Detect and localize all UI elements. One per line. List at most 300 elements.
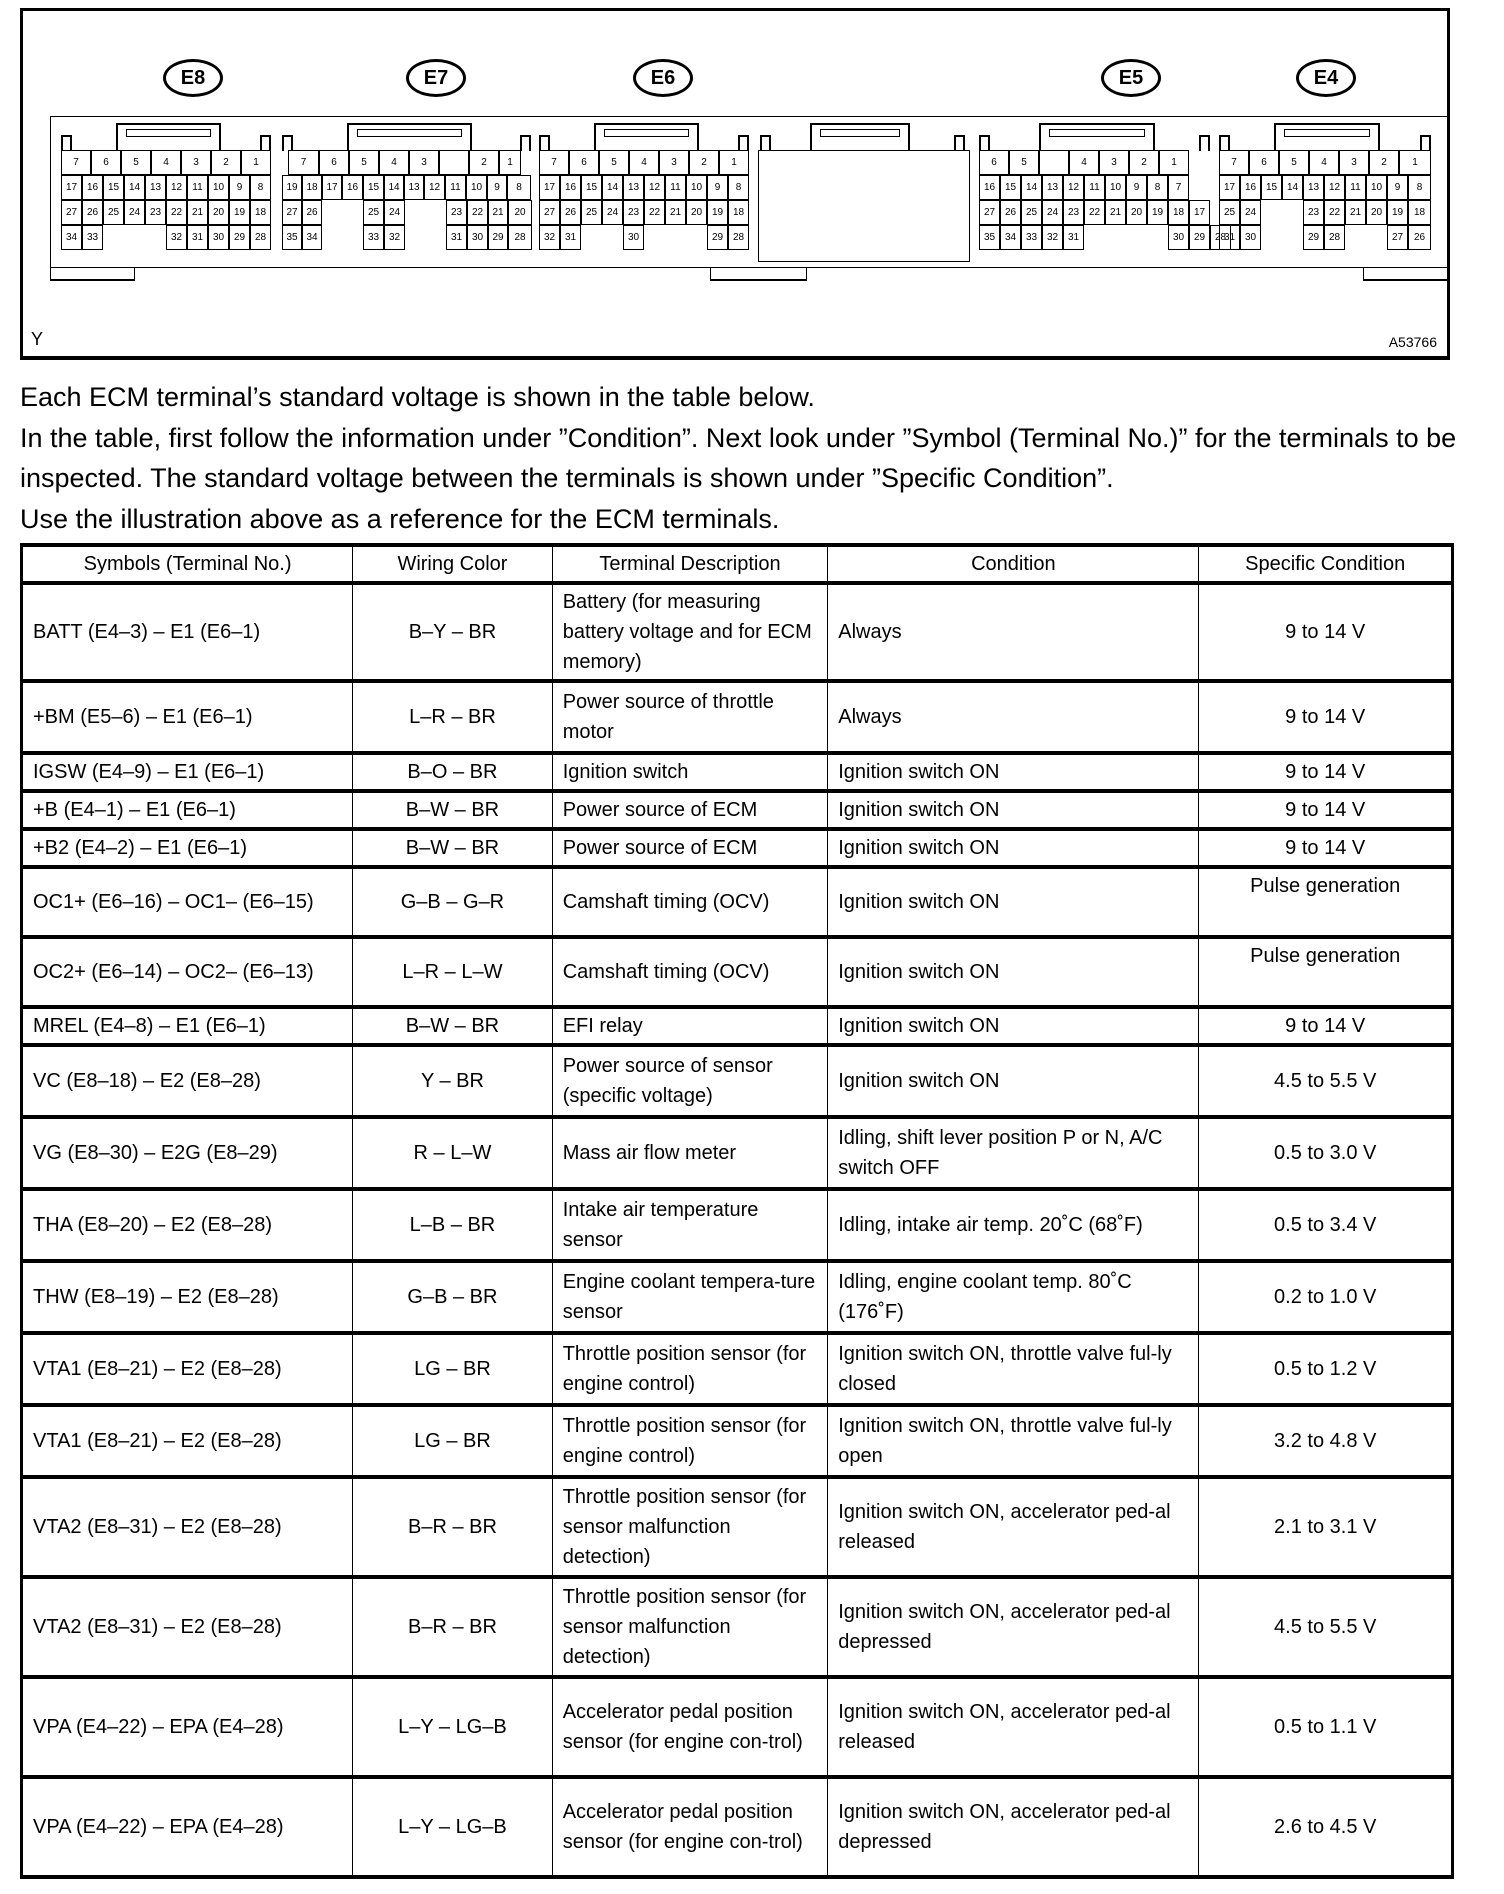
connector-post — [520, 135, 531, 151]
cell-terminal-description: Power source of throttle motor — [552, 681, 828, 753]
terminal-pin: 10 — [208, 175, 229, 200]
terminal-pin: 17 — [61, 175, 82, 200]
terminal-pin: 19 — [282, 175, 302, 200]
cell-terminal-description: Engine coolant tempera-ture sensor — [552, 1261, 828, 1333]
table-row — [22, 1577, 1453, 1677]
terminal-pin: 24 — [124, 200, 145, 225]
terminal-pin: 12 — [166, 175, 187, 200]
cell-symbols: +BM (E5–6) – E1 (E6–1) — [22, 681, 353, 753]
terminal-pin: 5 — [599, 150, 629, 175]
terminal-pin: 15 — [103, 175, 124, 200]
terminal-row — [1219, 200, 1431, 225]
terminal-pin: 30 — [467, 225, 488, 250]
connector-post — [260, 135, 271, 151]
terminal-blank — [439, 150, 469, 175]
terminal-pin: 25 — [1219, 200, 1240, 225]
terminal-pin: 11 — [665, 175, 686, 200]
terminal-row — [282, 200, 532, 225]
cell-terminal-description: Throttle position sensor (for sensor malfunction detection) — [552, 1577, 828, 1677]
cell-specific-condition: 9 to 14 V — [1199, 829, 1453, 867]
connector-post — [760, 135, 771, 151]
terminal-pin: 4 — [629, 150, 659, 175]
cell-terminal-description: Power source of sensor (specific voltage) — [552, 1045, 828, 1117]
cell-symbols: VTA1 (E8–21) – E2 (E8–28) — [22, 1333, 353, 1405]
terminal-pin: 27 — [1387, 225, 1408, 250]
cell-symbols: +B (E4–1) – E1 (E6–1) — [22, 791, 353, 829]
cell-specific-condition: 9 to 14 V — [1199, 681, 1453, 753]
terminal-row — [979, 225, 1231, 250]
cell-specific-condition: 9 to 14 V — [1199, 1007, 1453, 1045]
terminal-pin: 9 — [487, 175, 507, 200]
terminal-blank — [103, 225, 166, 250]
terminal-pin: 7 — [61, 150, 91, 175]
table-row — [22, 829, 1453, 867]
cell-wiring-color: B–O – BR — [353, 753, 553, 791]
cell-wiring-color: G–B – G–R — [353, 867, 553, 937]
terminal-pin: 20 — [208, 200, 229, 225]
terminal-pin: 20 — [508, 200, 532, 225]
table-row — [22, 1007, 1453, 1045]
terminal-pin: 17 — [539, 175, 560, 200]
terminal-pin: 11 — [445, 175, 466, 200]
terminal-pin: 7 — [288, 150, 319, 175]
terminal-pin: 34 — [1000, 225, 1021, 250]
blank-connector-body — [758, 150, 970, 262]
cell-condition: Ignition switch ON, accelerator ped-al released — [828, 1677, 1199, 1777]
terminal-pin: 35 — [979, 225, 1000, 250]
cell-specific-condition: 3.2 to 4.8 V — [1199, 1405, 1453, 1477]
cell-terminal-description: Ignition switch — [552, 753, 828, 791]
table-body — [22, 583, 1453, 1877]
cell-wiring-color: B–R – BR — [353, 1477, 553, 1577]
terminal-row — [61, 225, 271, 250]
cell-condition: Always — [828, 681, 1199, 753]
cell-symbols: VTA2 (E8–31) – E2 (E8–28) — [22, 1577, 353, 1677]
terminal-pin: 10 — [1366, 175, 1387, 200]
table-row — [22, 791, 1453, 829]
cell-condition: Ignition switch ON, accelerator ped-al depressed — [828, 1777, 1199, 1877]
terminal-pin: 16 — [1240, 175, 1261, 200]
terminal-blank — [1189, 175, 1210, 200]
terminal-pin: 3 — [181, 150, 211, 175]
terminal-pin: 22 — [467, 200, 488, 225]
terminal-pin: 26 — [302, 200, 322, 225]
terminal-pin: 6 — [91, 150, 121, 175]
terminal-pin: 25 — [363, 200, 384, 225]
terminal-pin: 3 — [1339, 150, 1369, 175]
cell-wiring-color: B–W – BR — [353, 791, 553, 829]
table-row — [22, 937, 1453, 1007]
table-row — [22, 1333, 1453, 1405]
terminal-pin: 13 — [404, 175, 424, 200]
terminal-pin: 10 — [1105, 175, 1126, 200]
connector-post — [979, 135, 990, 151]
terminal-grid — [1219, 150, 1431, 250]
terminal-pin: 8 — [250, 175, 271, 200]
cell-condition: Always — [828, 583, 1199, 681]
mounting-tab-center — [710, 267, 807, 281]
cell-wiring-color: G–B – BR — [353, 1261, 553, 1333]
terminal-row — [539, 150, 749, 175]
terminal-pin: 8 — [507, 175, 531, 200]
terminal-pin: 7 — [1219, 150, 1249, 175]
cell-condition: Ignition switch ON, throttle valve ful-ly closed — [828, 1333, 1199, 1405]
terminal-pin: 8 — [728, 175, 749, 200]
connector-post — [282, 135, 293, 151]
terminal-pin: 13 — [623, 175, 644, 200]
cell-specific-condition: 9 to 14 V — [1199, 583, 1453, 681]
terminal-pin: 5 — [1009, 150, 1039, 175]
terminal-pin: 2 — [469, 150, 499, 175]
terminal-pin: 32 — [384, 225, 405, 250]
terminal-pin: 21 — [1105, 200, 1126, 225]
connector-label-e6: E6 — [633, 59, 693, 97]
terminal-pin: 34 — [302, 225, 322, 250]
table-row — [22, 1477, 1453, 1577]
terminal-pin: 10 — [466, 175, 487, 200]
cell-specific-condition: Pulse generation — [1199, 937, 1453, 1007]
cell-symbols: VG (E8–30) – E2G (E8–29) — [22, 1117, 353, 1189]
terminal-pin: 18 — [1168, 200, 1189, 225]
terminal-row — [282, 175, 532, 200]
terminal-pin: 26 — [560, 200, 581, 225]
cell-wiring-color: B–R – BR — [353, 1577, 553, 1677]
terminal-pin: 31 — [1063, 225, 1084, 250]
terminal-pin: 26 — [1408, 225, 1431, 250]
table-row — [22, 1405, 1453, 1477]
terminal-pin: 24 — [602, 200, 623, 225]
terminal-pin: 16 — [979, 175, 1000, 200]
terminal-row — [979, 200, 1231, 225]
cell-specific-condition: Pulse generation — [1199, 867, 1453, 937]
terminal-pin: 2 — [1129, 150, 1159, 175]
cell-condition: Ignition switch ON — [828, 791, 1199, 829]
cell-wiring-color: L–R – BR — [353, 681, 553, 753]
cell-specific-condition: 0.5 to 3.0 V — [1199, 1117, 1453, 1189]
terminal-pin: 17 — [1189, 200, 1210, 225]
connector-label-e4: E4 — [1296, 59, 1356, 97]
terminal-pin: 5 — [121, 150, 151, 175]
terminal-pin: 4 — [1069, 150, 1099, 175]
terminal-pin: 33 — [1021, 225, 1042, 250]
terminal-pin: 32 — [166, 225, 187, 250]
terminal-pin: 5 — [1279, 150, 1309, 175]
terminal-pin: 27 — [979, 200, 1000, 225]
terminal-blank — [1261, 225, 1303, 250]
terminal-pin: 21 — [1345, 200, 1366, 225]
terminal-pin: 27 — [282, 200, 302, 225]
terminal-pin: 18 — [250, 200, 271, 225]
terminal-pin: 1 — [719, 150, 749, 175]
cell-symbols: VTA2 (E8–31) – E2 (E8–28) — [22, 1477, 353, 1577]
figure-corner-label: Y — [31, 329, 44, 349]
terminal-pin: 23 — [446, 200, 467, 225]
terminal-pin: 14 — [124, 175, 145, 200]
terminal-pin: 16 — [342, 175, 363, 200]
terminal-row — [61, 200, 271, 225]
cell-terminal-description: Mass air flow meter — [552, 1117, 828, 1189]
cell-symbols: +B2 (E4–2) – E1 (E6–1) — [22, 829, 353, 867]
mounting-tab-right — [1363, 267, 1448, 281]
terminal-pin: 2 — [689, 150, 719, 175]
cell-symbols: VTA1 (E8–21) – E2 (E8–28) — [22, 1405, 353, 1477]
terminal-pin: 23 — [623, 200, 644, 225]
cell-terminal-description: Throttle position sensor (for engine control) — [552, 1333, 828, 1405]
terminal-pin: 28 — [1210, 225, 1231, 250]
cell-specific-condition: 0.2 to 1.0 V — [1199, 1261, 1453, 1333]
terminal-pin: 16 — [82, 175, 103, 200]
cell-condition: Idling, intake air temp. 20˚C (68˚F) — [828, 1189, 1199, 1261]
terminal-pin: 19 — [1147, 200, 1168, 225]
terminal-pin: 11 — [187, 175, 208, 200]
terminal-pin: 31 — [446, 225, 467, 250]
terminal-pin: 14 — [602, 175, 623, 200]
terminal-pin: 24 — [1240, 200, 1261, 225]
terminal-pin: 21 — [665, 200, 686, 225]
cell-condition: Idling, engine coolant temp. 80˚C (176˚F) — [828, 1261, 1199, 1333]
terminal-blank — [322, 200, 363, 225]
terminal-grid — [282, 150, 532, 250]
terminal-row — [979, 175, 1231, 200]
connector-lock-tab — [116, 123, 221, 150]
cell-specific-condition: 0.5 to 1.2 V — [1199, 1333, 1453, 1405]
terminal-row — [539, 225, 749, 250]
terminal-blank — [405, 200, 446, 225]
terminal-pin: 22 — [166, 200, 187, 225]
terminal-pin: 20 — [1366, 200, 1387, 225]
terminal-pin: 28 — [1324, 225, 1345, 250]
cell-condition: Idling, shift lever position P or N, A/C switch OFF — [828, 1117, 1199, 1189]
terminal-pin: 32 — [1042, 225, 1063, 250]
cell-wiring-color: L–Y – LG–B — [353, 1677, 553, 1777]
table-row — [22, 867, 1453, 937]
terminal-pin: 7 — [539, 150, 569, 175]
terminal-blank — [581, 225, 623, 250]
terminal-pin: 28 — [508, 225, 532, 250]
connector-lock-tab — [347, 123, 472, 150]
mounting-tab-left — [50, 267, 135, 281]
terminal-pin: 28 — [728, 225, 749, 250]
terminal-pin: 29 — [1303, 225, 1324, 250]
connector-post — [1219, 135, 1230, 151]
terminal-pin: 21 — [187, 200, 208, 225]
terminal-pin: 3 — [1099, 150, 1129, 175]
terminal-grid — [61, 150, 271, 250]
terminal-pin: 14 — [1282, 175, 1303, 200]
terminal-pin: 19 — [707, 200, 728, 225]
terminal-row — [282, 225, 532, 250]
terminal-blank — [405, 225, 446, 250]
cell-symbols: BATT (E4–3) – E1 (E6–1) — [22, 583, 353, 681]
intro-line-3: Use the illustration above as a reference for the ECM terminals. — [20, 503, 780, 534]
terminal-pin: 29 — [707, 225, 728, 250]
connector-lock-tab — [810, 123, 910, 150]
cell-specific-condition: 4.5 to 5.5 V — [1199, 1045, 1453, 1117]
table-row — [22, 583, 1453, 681]
cell-wiring-color: Y – BR — [353, 1045, 553, 1117]
terminal-pin: 8 — [1408, 175, 1431, 200]
terminal-blank — [644, 225, 707, 250]
terminal-row — [539, 175, 749, 200]
terminal-pin: 22 — [1084, 200, 1105, 225]
header-specific-condition: Specific Condition — [1199, 545, 1453, 583]
table-row — [22, 1045, 1453, 1117]
cell-condition: Ignition switch ON, accelerator ped-al depressed — [828, 1577, 1199, 1677]
cell-specific-condition: 0.5 to 1.1 V — [1199, 1677, 1453, 1777]
terminal-pin: 25 — [103, 200, 124, 225]
terminal-pin: 3 — [659, 150, 689, 175]
terminal-pin: 22 — [644, 200, 665, 225]
terminal-pin: 15 — [363, 175, 384, 200]
cell-symbols: VPA (E4–22) – EPA (E4–28) — [22, 1677, 353, 1777]
terminal-pin: 30 — [1240, 225, 1261, 250]
connector-post — [539, 135, 550, 151]
cell-symbols: VPA (E4–22) – EPA (E4–28) — [22, 1777, 353, 1877]
connector-label-e7: E7 — [406, 59, 466, 97]
terminal-pin: 9 — [229, 175, 250, 200]
terminal-pin: 4 — [1309, 150, 1339, 175]
terminal-pin: 15 — [1000, 175, 1021, 200]
terminal-pin: 18 — [302, 175, 322, 200]
terminal-pin: 34 — [61, 225, 82, 250]
cell-wiring-color: LG – BR — [353, 1405, 553, 1477]
terminal-pin: 1 — [499, 150, 521, 175]
terminal-blank — [1261, 200, 1303, 225]
cell-condition: Ignition switch ON — [828, 867, 1199, 937]
intro-line-1: Each ECM terminal’s standard voltage is shown in the table below. — [20, 382, 815, 412]
terminal-pin: 29 — [1189, 225, 1210, 250]
terminal-pin: 30 — [208, 225, 229, 250]
ecm-terminal-voltage-table — [20, 543, 1454, 1879]
cell-symbols: THW (E8–19) – E2 (E8–28) — [22, 1261, 353, 1333]
terminal-pin: 29 — [229, 225, 250, 250]
terminal-pin: 2 — [211, 150, 241, 175]
terminal-row — [1219, 225, 1431, 250]
intro-text — [20, 377, 1490, 539]
header-wiring-color: Wiring Color — [353, 545, 553, 583]
terminal-pin: 17 — [1219, 175, 1240, 200]
terminal-pin: 11 — [1084, 175, 1105, 200]
terminal-pin: 4 — [151, 150, 181, 175]
terminal-row — [539, 200, 749, 225]
terminal-pin: 2 — [1369, 150, 1399, 175]
terminal-pin: 20 — [686, 200, 707, 225]
terminal-blank — [322, 225, 363, 250]
terminal-pin: 12 — [644, 175, 665, 200]
cell-wiring-color: R – L–W — [353, 1117, 553, 1189]
terminal-pin: 25 — [581, 200, 602, 225]
terminal-pin: 8 — [1147, 175, 1168, 200]
header-symbols: Symbols (Terminal No.) — [22, 545, 353, 583]
cell-wiring-color: LG – BR — [353, 1333, 553, 1405]
header-terminal-description: Terminal Description — [552, 545, 828, 583]
terminal-row — [61, 175, 271, 200]
connector-label-e5: E5 — [1101, 59, 1161, 97]
cell-condition: Ignition switch ON, throttle valve ful-ly open — [828, 1405, 1199, 1477]
terminal-blank — [1345, 225, 1387, 250]
terminal-pin: 11 — [1345, 175, 1366, 200]
cell-terminal-description: Throttle position sensor (for engine control) — [552, 1405, 828, 1477]
terminal-pin: 1 — [1159, 150, 1189, 175]
terminal-pin: 29 — [488, 225, 508, 250]
terminal-pin: 31 — [560, 225, 581, 250]
cell-specific-condition: 2.1 to 3.1 V — [1199, 1477, 1453, 1577]
figure-id: A53766 — [1388, 334, 1437, 350]
cell-symbols: THA (E8–20) – E2 (E8–28) — [22, 1189, 353, 1261]
table-row — [22, 1189, 1453, 1261]
cell-symbols: VC (E8–18) – E2 (E8–28) — [22, 1045, 353, 1117]
terminal-row — [979, 150, 1231, 175]
cell-terminal-description: Accelerator pedal position sensor (for engine con-trol) — [552, 1777, 828, 1877]
terminal-blank — [1189, 150, 1210, 175]
terminal-row — [1219, 150, 1431, 175]
terminal-pin: 19 — [229, 200, 250, 225]
cell-wiring-color: B–W – BR — [353, 1007, 553, 1045]
terminal-row — [1219, 175, 1431, 200]
terminal-pin: 25 — [1021, 200, 1042, 225]
cell-symbols: OC2+ (E6–14) – OC2– (E6–13) — [22, 937, 353, 1007]
terminal-pin: 33 — [363, 225, 384, 250]
cell-condition: Ignition switch ON — [828, 1045, 1199, 1117]
terminal-pin: 18 — [1408, 200, 1431, 225]
cell-terminal-description: EFI relay — [552, 1007, 828, 1045]
cell-specific-condition: 0.5 to 3.4 V — [1199, 1189, 1453, 1261]
terminal-pin: 12 — [1063, 175, 1084, 200]
terminal-pin: 23 — [1063, 200, 1084, 225]
terminal-pin: 12 — [424, 175, 445, 200]
terminal-pin: 6 — [319, 150, 349, 175]
terminal-pin: 20 — [1126, 200, 1147, 225]
ecm-connector-diagram — [20, 8, 1450, 360]
terminal-pin: 12 — [1324, 175, 1345, 200]
terminal-pin: 33 — [82, 225, 103, 250]
terminal-pin: 31 — [187, 225, 208, 250]
terminal-pin: 13 — [145, 175, 166, 200]
connector-post — [1199, 135, 1210, 151]
terminal-pin: 17 — [322, 175, 342, 200]
terminal-pin: 32 — [539, 225, 560, 250]
terminal-pin: 13 — [1303, 175, 1324, 200]
table-row — [22, 1777, 1453, 1877]
terminal-pin: 10 — [686, 175, 707, 200]
cell-specific-condition: 2.6 to 4.5 V — [1199, 1777, 1453, 1877]
table-row — [22, 1117, 1453, 1189]
cell-condition: Ignition switch ON — [828, 753, 1199, 791]
table-header-row — [22, 545, 1453, 583]
terminal-pin: 26 — [82, 200, 103, 225]
cell-terminal-description: Accelerator pedal position sensor (for engine con-trol) — [552, 1677, 828, 1777]
cell-wiring-color: L–B – BR — [353, 1189, 553, 1261]
terminal-pin: 30 — [623, 225, 644, 250]
connector-label-e8: E8 — [163, 59, 223, 97]
terminal-pin: 1 — [241, 150, 271, 175]
cell-terminal-description: Camshaft timing (OCV) — [552, 937, 828, 1007]
connector-post — [954, 135, 965, 151]
connector-post — [738, 135, 749, 151]
terminal-pin: 4 — [379, 150, 409, 175]
intro-line-2: In the table, first follow the information under ”Condition”. Next look under ”Symbol (Terminal No.)” for the terminals to be inspected. The standard voltage between the terminals is shown under ”Specific Condition”. — [20, 422, 1457, 493]
cell-condition: Ignition switch ON — [828, 1007, 1199, 1045]
terminal-pin: 18 — [728, 200, 749, 225]
table-row — [22, 1677, 1453, 1777]
cell-symbols: OC1+ (E6–16) – OC1– (E6–15) — [22, 867, 353, 937]
terminal-pin: 6 — [569, 150, 599, 175]
cell-symbols: IGSW (E4–9) – E1 (E6–1) — [22, 753, 353, 791]
table-row — [22, 681, 1453, 753]
terminal-pin: 9 — [1387, 175, 1408, 200]
terminal-pin: 1 — [1399, 150, 1431, 175]
terminal-grid — [979, 150, 1231, 250]
